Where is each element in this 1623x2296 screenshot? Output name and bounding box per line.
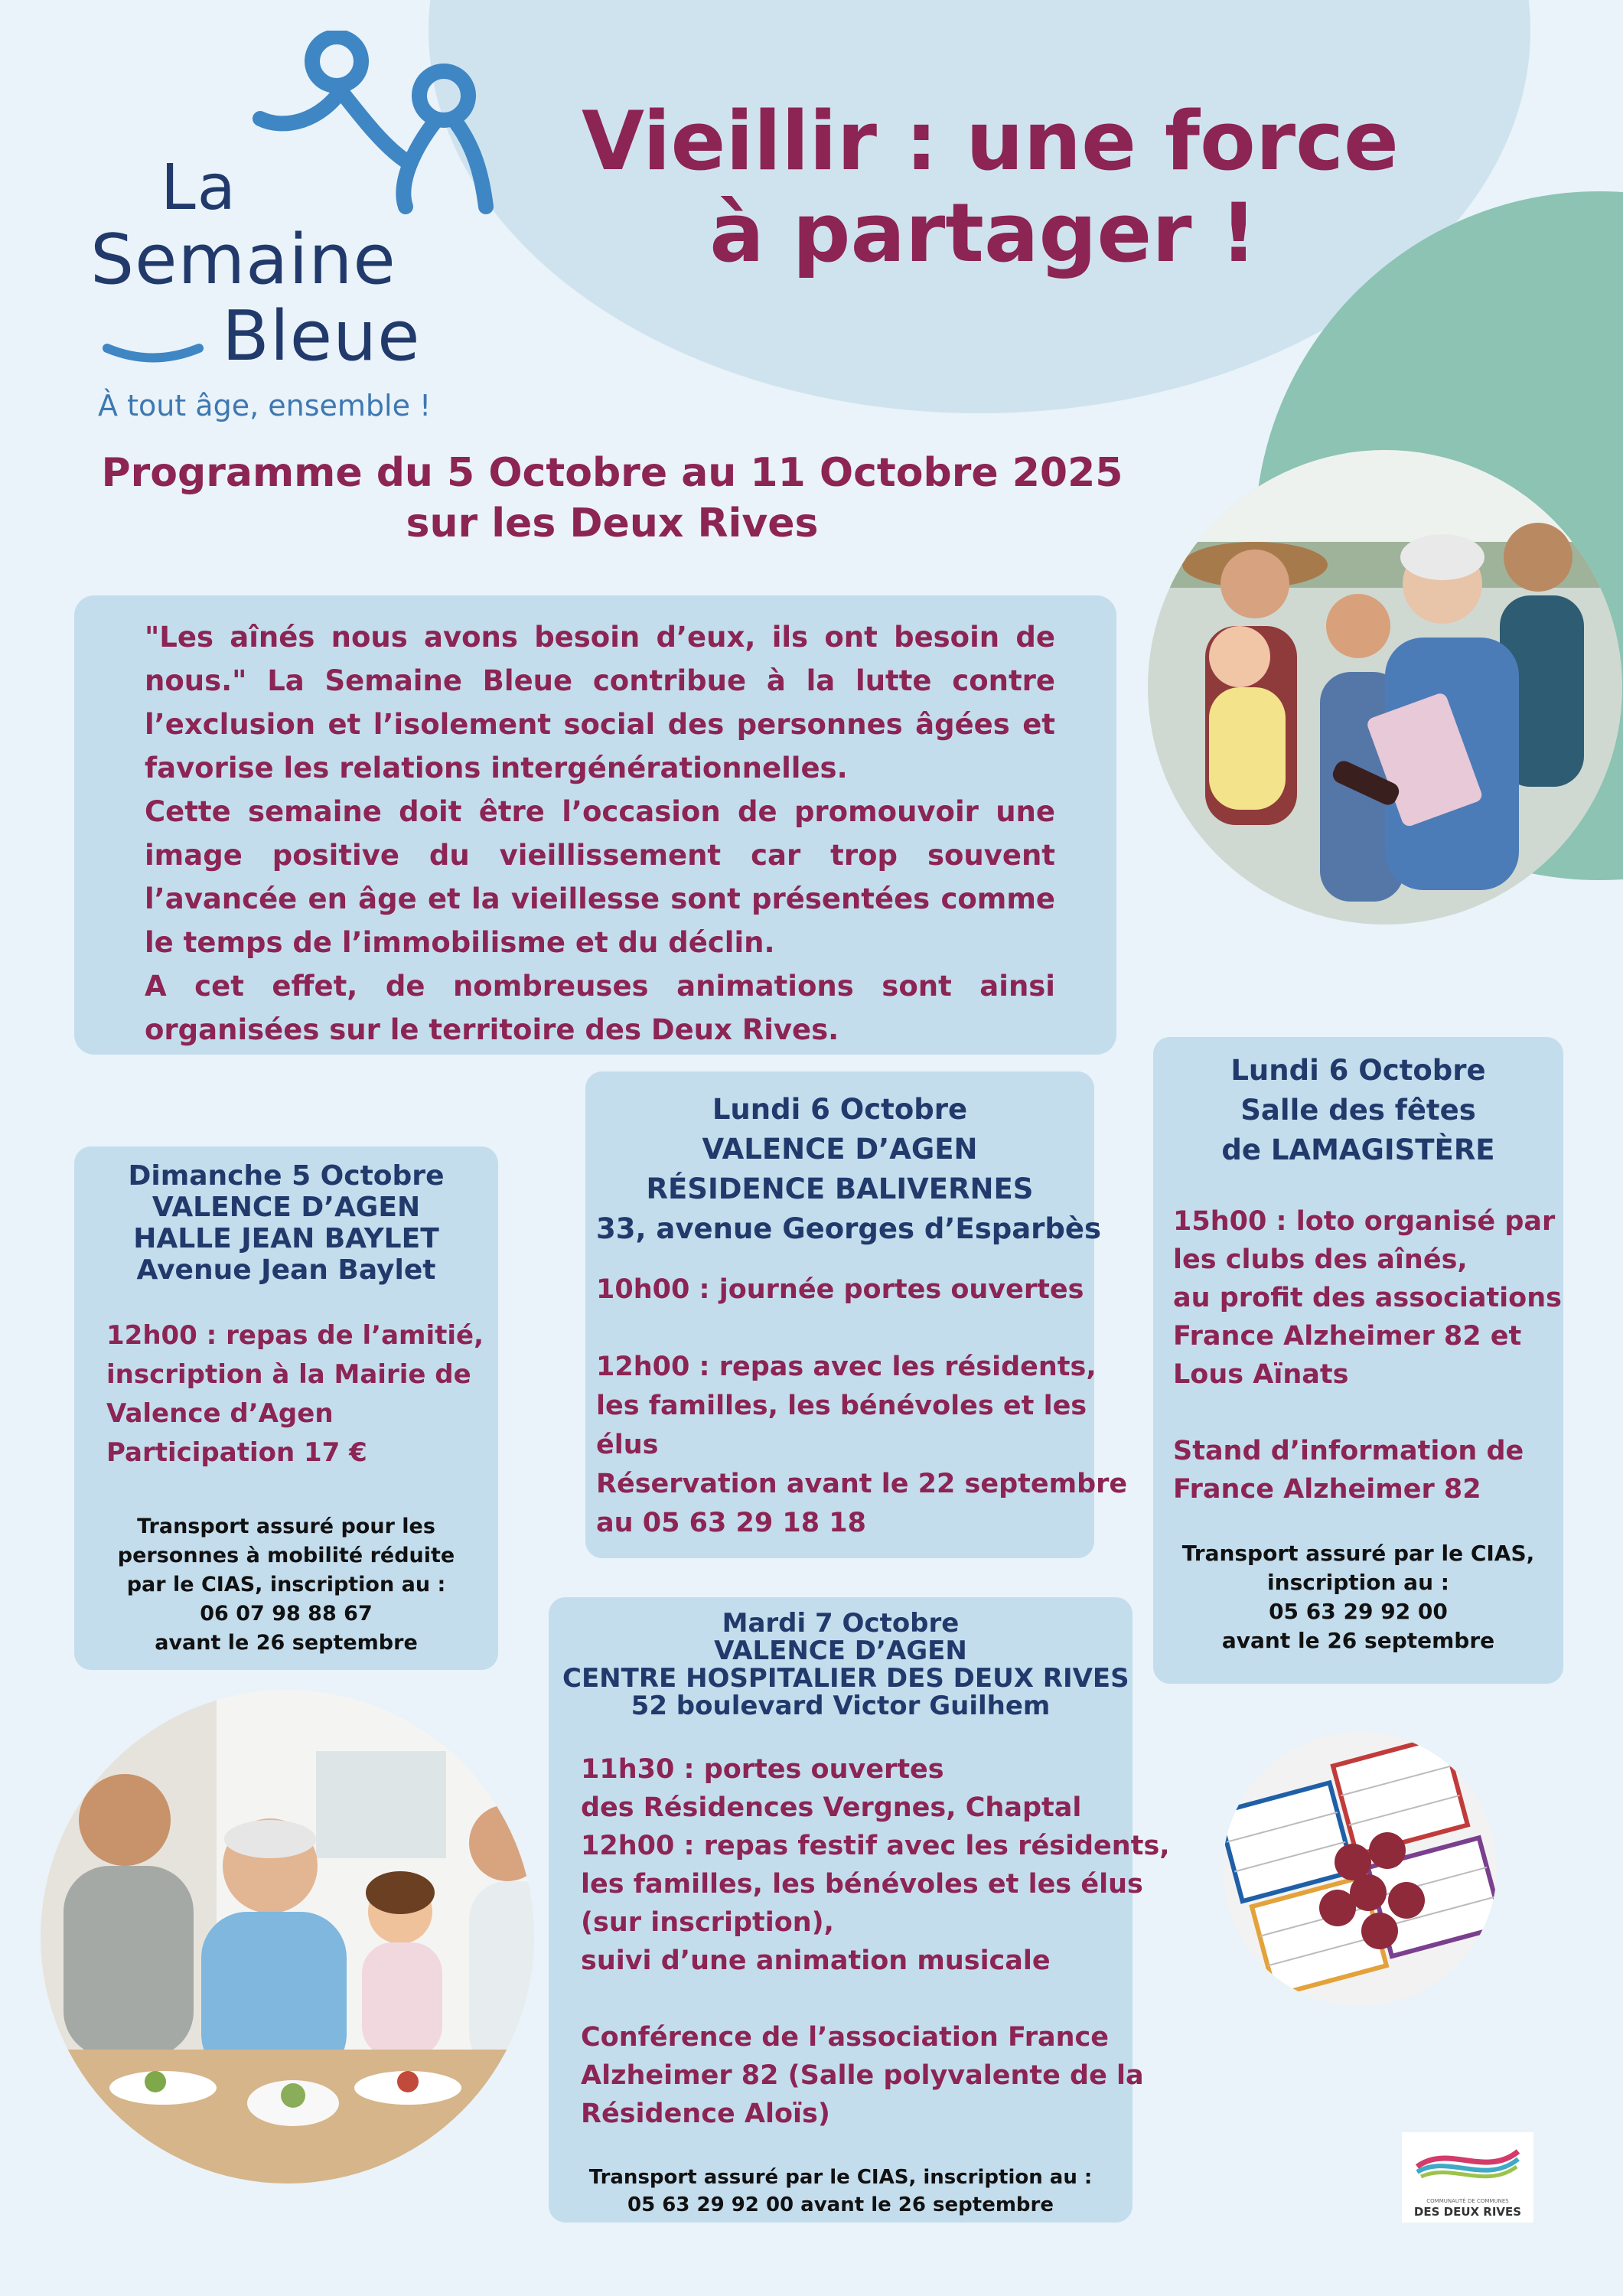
event-venue: CENTRE HOSPITALIER DES DEUX RIVES xyxy=(562,1663,1129,1694)
event-detail-line: les familles, les bénévoles et les xyxy=(596,1391,1087,1421)
logo-word-bleue: Bleue xyxy=(222,296,421,377)
transport-line: inscription au : xyxy=(1267,1570,1449,1595)
transport-line: Transport assuré par le CIAS, inscription au : xyxy=(588,2166,1093,2189)
event-header xyxy=(1167,1051,1550,1170)
community-logo-name: DES DEUX RIVES xyxy=(1413,2205,1522,2219)
title-line-1: Vieillir : une force xyxy=(582,94,1399,188)
event-address: Avenue Jean Baylet xyxy=(136,1254,436,1286)
event-detail-line: 12h00 : repas festif avec les résidents, xyxy=(581,1831,1170,1861)
event-date: Lundi 6 Octobre xyxy=(712,1093,968,1126)
transport-deadline: avant le 26 septembre xyxy=(1221,1628,1495,1653)
event-detail-line: France Alzheimer 82 et xyxy=(1173,1321,1522,1352)
event-detail-line: Alzheimer 82 (Salle polyvalente de la xyxy=(581,2060,1144,2091)
transport-phone: 05 63 29 92 00 xyxy=(1269,1599,1448,1624)
event-detail-line: Participation 17 € xyxy=(106,1437,367,1468)
event-box-tuesday xyxy=(549,1597,1170,2223)
program-heading xyxy=(61,448,1163,549)
logo-word-semaine: Semaine xyxy=(90,220,396,300)
event-details xyxy=(90,1316,483,1473)
event-detail-line: Réservation avant le 22 septembre xyxy=(596,1469,1128,1499)
event-date: Dimanche 5 Octobre xyxy=(128,1160,445,1192)
intro-paragraph-1: "Les aînés nous avons besoin d’eux, ils ont besoin de nous." La Semaine Bleue contribue à la lutte contre l’exclusion et l’isolement social des personnes âgées et favorise les relations intergénérationnelles. xyxy=(145,621,1055,784)
event-detail-line: 10h00 : journée portes ouvertes xyxy=(596,1274,1084,1305)
event-box-monday-lamagistere xyxy=(1153,1037,1563,1684)
event-detail-line: inscription à la Mairie de xyxy=(106,1359,471,1390)
event-date: Lundi 6 Octobre xyxy=(1230,1054,1486,1087)
loto-cards-photo xyxy=(1223,1732,1497,2006)
title-line-2: à partager ! xyxy=(709,186,1257,280)
event-details xyxy=(1167,1202,1562,1508)
event-transport-info xyxy=(90,1512,483,1658)
event-details xyxy=(596,1270,1128,1543)
event-detail-line: des Résidences Vergnes, Chaptal xyxy=(581,1792,1082,1823)
event-detail-line: (sur inscription), xyxy=(581,1907,834,1938)
event-address: 33, avenue Georges d’Esparbès xyxy=(596,1212,1102,1245)
event-details xyxy=(562,1750,1170,2133)
event-detail-line: Lous Aïnats xyxy=(1173,1359,1349,1390)
transport-line: personnes à mobilité réduite xyxy=(117,1544,455,1567)
transport-line: Transport assuré pour les xyxy=(137,1515,435,1538)
event-transport-info xyxy=(1167,1539,1550,1655)
intro-box xyxy=(74,595,1116,1055)
program-line-2: sur les Deux Rives xyxy=(406,501,819,546)
event-town: VALENCE D’AGEN xyxy=(152,1192,421,1223)
semaine-bleue-logo xyxy=(84,31,482,422)
community-logo-subtitle: COMMUNAUTÉ DE COMMUNES xyxy=(1426,2198,1509,2204)
event-town: VALENCE D’AGEN xyxy=(714,1636,967,1666)
intro-paragraph-3: A cet effet, de nombreuses animations sont ainsi organisées sur le territoire des Deux Rives. xyxy=(145,970,1055,1046)
transport-deadline: avant le 26 septembre xyxy=(155,1631,418,1655)
logo-tagline: À tout âge, ensemble ! xyxy=(98,389,432,422)
event-detail-line: Stand d’information de xyxy=(1173,1436,1524,1466)
transport-phone: 05 63 29 92 00 avant le 26 septembre xyxy=(627,2193,1054,2216)
transport-line: Transport assuré par le CIAS, xyxy=(1181,1541,1535,1566)
community-logo xyxy=(1402,2132,1533,2223)
event-header xyxy=(562,1608,1129,1721)
event-transport-info xyxy=(562,2164,1119,2219)
event-header xyxy=(596,1090,1102,1249)
event-detail-line: au 05 63 29 18 18 xyxy=(596,1508,866,1538)
event-detail-line: suivi d’une animation musicale xyxy=(581,1945,1051,1976)
event-town: VALENCE D’AGEN xyxy=(702,1133,978,1166)
family-meal-photo xyxy=(41,1690,534,2183)
event-detail-line: au profit des associations xyxy=(1173,1283,1562,1313)
event-detail-line: 15h00 : loto organisé par xyxy=(1173,1206,1556,1237)
event-detail-line: 12h00 : repas avec les résidents, xyxy=(596,1352,1097,1382)
program-line-1: Programme du 5 Octobre au 11 Octobre 2025 xyxy=(101,450,1123,496)
event-venue: Salle des fêtes xyxy=(1240,1094,1476,1127)
intro-paragraph-2: Cette semaine doit être l’occasion de promouvoir une image positive du vieillissement car trop souvent l’avancée en âge et la vieillesse sont présentées comme le temps de l’immobilisme et du déclin. xyxy=(145,795,1055,959)
event-venue: RÉSIDENCE BALIVERNES xyxy=(646,1172,1034,1205)
event-detail-line: les clubs des aînés, xyxy=(1173,1244,1468,1275)
smile-stroke-icon xyxy=(99,337,207,367)
page-title xyxy=(582,94,1399,280)
event-town: de LAMAGISTÈRE xyxy=(1221,1133,1495,1166)
event-detail-line: Conférence de l’association France xyxy=(581,2022,1109,2053)
family-photo xyxy=(1148,450,1622,925)
transport-phone: 06 07 98 88 67 xyxy=(200,1602,373,1626)
event-box-sunday xyxy=(74,1146,498,1670)
event-header xyxy=(90,1160,483,1286)
event-detail-line: 12h00 : repas de l’amitié, xyxy=(106,1320,484,1351)
event-box-monday-valence xyxy=(585,1071,1128,1558)
event-detail-line: Résidence Aloïs) xyxy=(581,2099,830,2129)
event-address: 52 boulevard Victor Guilhem xyxy=(631,1691,1051,1721)
event-detail-line: Valence d’Agen xyxy=(106,1398,334,1429)
river-waves-icon xyxy=(1402,2132,1533,2193)
event-venue: HALLE JEAN BAYLET xyxy=(133,1223,439,1254)
logo-word-la: La xyxy=(161,152,237,224)
event-detail-line: 11h30 : portes ouvertes xyxy=(581,1754,944,1785)
intertwined-figures-icon xyxy=(253,31,559,214)
event-detail-line: France Alzheimer 82 xyxy=(1173,1474,1481,1505)
event-detail-line: les familles, les bénévoles et les élus xyxy=(581,1869,1143,1900)
event-date: Mardi 7 Octobre xyxy=(722,1608,960,1639)
transport-line: par le CIAS, inscription au : xyxy=(126,1573,446,1596)
event-detail-line: élus xyxy=(596,1430,659,1460)
